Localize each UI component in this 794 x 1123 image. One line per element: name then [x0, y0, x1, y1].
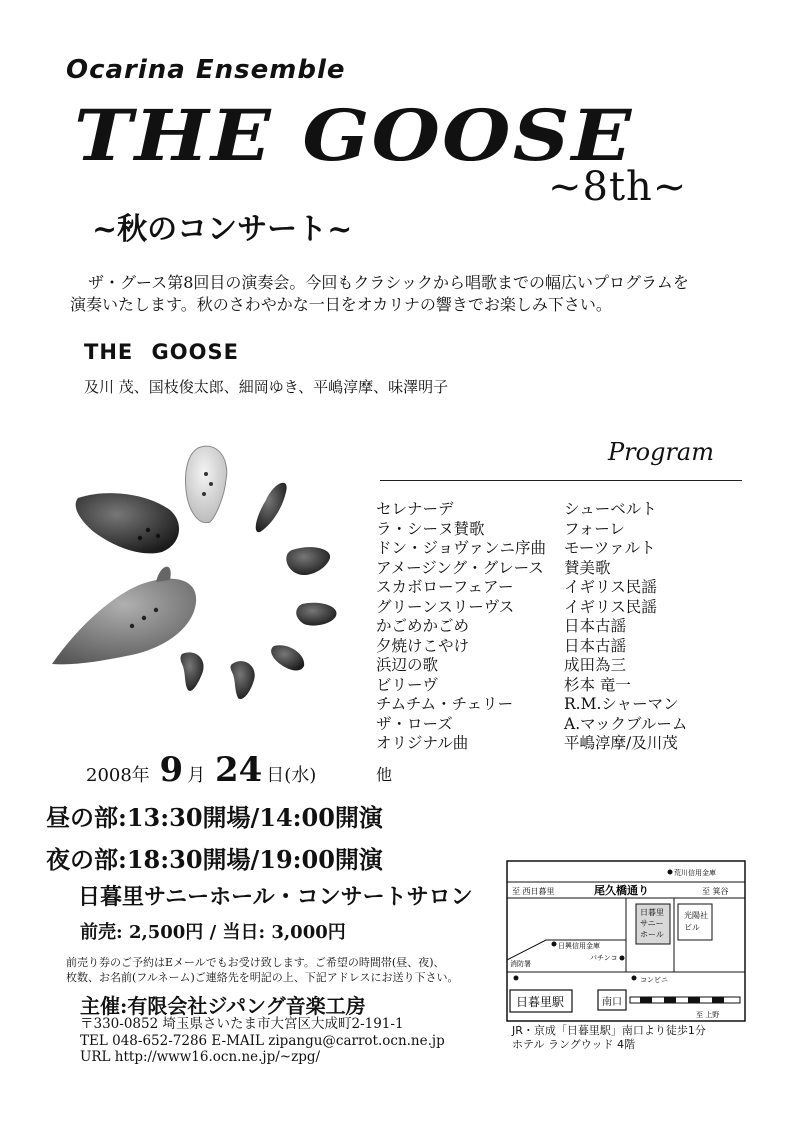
map-bank2-marker — [552, 942, 557, 947]
map-fire: 消防署 — [510, 960, 531, 968]
ocarina-photo — [48, 440, 368, 720]
program-item — [376, 520, 687, 540]
program-other: 他 — [376, 765, 393, 784]
contact-url[interactable]: URL http://www16.ocn.ne.jp/~zpg/ — [80, 1049, 321, 1065]
night-session: 夜の部:18:30開場/19:00開演 — [46, 845, 383, 874]
program-item — [376, 656, 687, 676]
map-south-exit-label: 南口 — [602, 997, 622, 1008]
program-composer: R.M.シャーマン — [564, 695, 679, 713]
program-item — [376, 617, 687, 637]
program-piece: 浜辺の歌 — [376, 656, 439, 674]
program-composer: 日本古謡 — [564, 617, 627, 635]
reservation-note — [66, 955, 496, 985]
program-item — [376, 676, 687, 696]
program-piece: アメージング・グレース — [376, 558, 544, 577]
day-session: 昼の部:13:30開場/14:00開演 — [46, 803, 383, 832]
map-hall-l1: 日暮里 — [640, 908, 664, 917]
ocarina-small-3 — [296, 603, 336, 626]
intro-line-2: 演奏いたします。秋のさわやかな一日をオカリナの響きでお楽しみ下さい。 — [70, 295, 612, 314]
contact-address: 〒330-0852 埼玉県さいたま市大宮区大成町2-191-1 — [80, 1016, 404, 1032]
program-item — [376, 637, 687, 657]
member-list: 及川 茂、国枝俊太郎、細岡ゆき、平嶋淳摩、味澤明子 — [84, 378, 449, 396]
access-line-1: JR・京成「日暮里駅」南口より徒歩1分 — [512, 1024, 706, 1037]
access-info — [512, 1024, 706, 1052]
map-konbini-marker — [632, 976, 637, 981]
ocarina-small-5 — [231, 661, 255, 699]
program-composer: 杉本 竜一 — [564, 675, 631, 694]
program-piece: 夕焼けこやけ — [376, 636, 470, 655]
program-composer: 成田為三 — [564, 656, 627, 674]
program-piece: ラ・シーヌ賛歌 — [376, 519, 485, 538]
concert-title: THE GOOSE — [74, 94, 634, 177]
ocarina-small-1 — [256, 483, 287, 532]
program-item — [376, 539, 687, 559]
venue-name: 日暮里サニーホール・コンサートサロン — [78, 884, 473, 910]
date-month-unit: 月 — [187, 765, 206, 786]
access-line-2: ホテル ラングウッド 4階 — [512, 1038, 636, 1051]
date-day-unit: 日 — [266, 765, 285, 786]
program-item — [376, 559, 687, 579]
contact-tel[interactable]: TEL 048-652-7286 E-MAIL zipangu@carrot.ocn.ne.jp — [80, 1032, 445, 1049]
advance-price: 2,500円 — [128, 922, 204, 943]
program-item — [376, 734, 687, 754]
program-composer: モーツァルト — [564, 539, 656, 557]
note-line-1: 前売り券のご予約はEメールでもお受け致します。ご希望の時間帯(昼、夜)、 — [66, 956, 445, 969]
program-item — [376, 500, 687, 520]
door-label: 当日: — [222, 922, 266, 943]
date-weekday: (水) — [284, 765, 317, 786]
program-item — [376, 695, 687, 715]
edition-label: ~8th~ — [548, 164, 688, 210]
note-line-2: 枚数、お名前(フルネーム)ご連絡先を明記の上、下記アドレスにお送り下さい。 — [66, 971, 459, 984]
date-month: 9 — [159, 750, 184, 790]
program-divider — [380, 480, 742, 481]
program-item — [376, 715, 687, 735]
advance-label: 前売: — [80, 922, 123, 943]
concert-subtitle: ~秋のコンサート~ — [92, 212, 353, 247]
ensemble-label: Ocarina Ensemble — [66, 55, 346, 85]
map-to-nishinippori: 至 西日暮里 — [512, 887, 555, 896]
contact-info — [80, 1016, 445, 1066]
map-bank-top: 荒川信用金庫 — [674, 869, 716, 877]
map-hotel-l2: ビル — [684, 923, 700, 932]
program-piece: チムチム・チェリー — [376, 695, 514, 713]
group-title: THE GOOSE — [84, 340, 239, 364]
program-composer: 賛美歌 — [564, 558, 611, 577]
date-day: 24 — [214, 750, 263, 790]
door-price: 3,000円 — [271, 922, 346, 943]
program-piece: オリジナル曲 — [376, 734, 469, 752]
program-composer: フォーレ — [564, 519, 625, 538]
map-to-ueno: 至 上野 — [696, 1011, 720, 1019]
program-piece: ザ・ローズ — [376, 714, 453, 733]
map-bank2: 日興信用金庫 — [558, 942, 600, 950]
program-piece: かごめかごめ — [376, 617, 470, 635]
map-hotel-l1: 光陽社 — [684, 911, 708, 920]
map-hall-l3: ホール — [640, 930, 664, 939]
intro-text — [70, 272, 730, 316]
access-map — [506, 860, 746, 1022]
map-to-minowa: 至 箕谷 — [702, 887, 729, 896]
program-list — [376, 500, 687, 754]
program-composer: 平嶋淳摩/及川茂 — [564, 734, 678, 752]
map-bank-marker — [668, 870, 673, 875]
map-station-label: 日暮里駅 — [516, 995, 565, 1009]
ocarina-small-4 — [271, 645, 304, 670]
price-separator: / — [209, 922, 217, 943]
ticket-prices — [80, 918, 346, 944]
program-heading: Program — [608, 438, 714, 466]
program-piece: ビリーヴ — [376, 675, 439, 694]
ocarina-white — [186, 446, 227, 522]
intro-line-1: ザ・グース第8回目の演奏会。今回もクラシックから唱歌までの幅広いプログラムを — [88, 273, 689, 292]
map-rail — [630, 997, 740, 1003]
map-fire-marker — [514, 976, 519, 981]
program-piece: グリーンスリーヴス — [376, 597, 515, 616]
organizer: 主催:有限会社ジパング音楽工房 — [80, 994, 366, 1018]
program-item — [376, 598, 687, 618]
map-hotel-building — [678, 904, 712, 940]
ocarina-small-2 — [286, 547, 330, 575]
program-composer: イギリス民謡 — [564, 578, 657, 596]
program-piece: セレナーデ — [376, 500, 454, 518]
program-item — [376, 578, 687, 598]
ocarina-bird — [52, 567, 196, 665]
ocarina-small-6 — [181, 652, 204, 690]
map-hall-l2: サニー — [640, 919, 664, 928]
date-year: 2008年 — [86, 765, 150, 786]
map-road-label: 尾久橋通り — [594, 884, 649, 897]
program-composer: A.マックブルーム — [564, 714, 688, 733]
program-piece: スカボローフェアー — [376, 578, 514, 596]
map-pachinko-marker — [620, 956, 625, 961]
map-pachinko: パチンコ — [590, 954, 618, 962]
program-composer: イギリス民謡 — [564, 597, 657, 616]
map-konbini: コンビニ — [640, 976, 668, 984]
concert-date — [86, 750, 316, 790]
program-composer: シューベルト — [564, 500, 657, 518]
program-composer: 日本古謡 — [564, 636, 627, 655]
program-piece: ドン・ジョヴァンニ序曲 — [376, 539, 547, 557]
ocarina-large-dark — [76, 493, 179, 553]
